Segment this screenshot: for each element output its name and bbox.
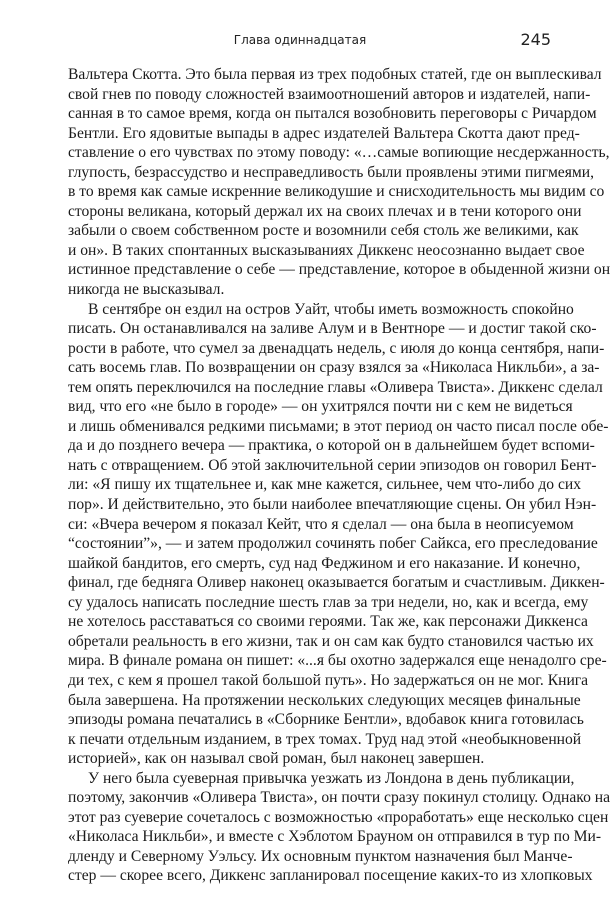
text-line: никогда не высказывал. (68, 281, 225, 299)
text-line: су удалось написать последние шесть глав за три недели, но, как и всегда, ему (68, 593, 589, 611)
text-line: поэтому, закончив «Оливера Твиста», он почти сразу покинул столицу. Однако на (68, 789, 610, 807)
text-line: дленду и Северному Уэльсу. Их основным пунктом назначения был Манче- (68, 847, 573, 865)
page-number: 245 (520, 30, 551, 49)
text-line: В сентябре он ездил на остров Уайт, чтобы иметь возможность спокойно (88, 300, 574, 318)
text-line: в то время как самые искренние великодушие и снисходительность мы видим со (68, 183, 605, 201)
text-line: историей», как он называл свой роман, был наконец завершен. (68, 750, 485, 768)
text-line: нать с отвращением. Об этой заключительной серии эпизодов он говорил Бент- (68, 456, 597, 474)
text-line: сать восемь глав. По возвращении он сразу взялся за «Николаса Никльби», а за- (68, 359, 600, 377)
text-line: была завершена. На протяжении нескольких следующих месяцев финальные (68, 691, 581, 709)
text-line: обретали реальность в его жизни, так и он сам как будто становился частью их (68, 632, 594, 650)
text-line: и он». В таких спонтанных высказываниях Диккенс неосознанно выдает свое (68, 241, 585, 259)
text-line: си: «Вчера вечером я показал Кейт, что я сделал — она была в неописуемом (68, 515, 574, 533)
text-line: к печати отдельным изданием, в трех томах. Труд над этой «необыкновенной (68, 730, 582, 748)
text-line: рости в работе, что сумел за двенадцать недель, с июля до конца сентября, напи- (68, 339, 605, 357)
text-line: вид, что его «не было в городе» — он ухитрялся почти ни с кем не видеться (68, 398, 573, 416)
text-line: санная в то самое время, когда он пытался возобновить переговоры с Ричардом (68, 105, 597, 123)
text-line: ставление о его чувствах по этому поводу: «…самые вопиющие несдержанность, (68, 144, 610, 162)
running-header-chapter-title: Глава одиннадцатая (233, 33, 367, 47)
text-line: стороны великана, который держал их на своих плечах и в тени которого они (68, 202, 582, 220)
paragraph (68, 300, 609, 769)
text-line: эпизоды романа печатались в «Сборнике Бентли», вдобавок книга готовилась (68, 711, 584, 729)
text-line: пор». И действительно, это были наиболее впечатляющие сцены. Он убил Нэн- (68, 496, 597, 514)
text-line: У него была суеверная привычка уезжать из Лондона в день публикации, (88, 769, 575, 787)
text-line: мира. В финале романа он пишет: «...я бы охотно задержался еще ненадолго сре- (68, 652, 607, 670)
text-line: “состоянии”», — и затем продолжил сочинять побег Сайкса, его преследование (68, 535, 598, 553)
text-line: забыли о своем собственном росте и возомнили себя столь же великими, как (68, 222, 579, 240)
page-body-text (68, 65, 610, 886)
paragraph (68, 65, 610, 300)
text-line: да и до позднего вечера — практика, о которой он в дальнейшем будет вспоми- (68, 437, 595, 455)
text-line: ли: «Я пишу их тщательнее и, как мне кажется, сильнее, чем что-либо до сих (68, 476, 582, 494)
text-line: свой гнев по поводу сложностей взаимоотношений авторов и издателей, напи- (68, 85, 591, 103)
text-line: шайкой бандитов, его смерть, суд над Феджином и его наказание. И конечно, (68, 554, 581, 572)
text-line: истинное представление о себе — представление, которое в обыденной жизни он (68, 261, 610, 279)
text-line: «Николаса Никльби», и вместе с Хэблотом Брауном он отправился в тур по Ми- (68, 828, 602, 846)
text-line: тем опять переключился на последние главы «Оливера Твиста». Диккенс сделал (68, 378, 603, 396)
text-line: этот раз суеверие сочеталось с возможностью «проработать» еще несколько сцен (68, 808, 609, 826)
text-line: глупость, безрассудство и несправедливость были проявлены этими пигмеями, (68, 163, 595, 181)
text-line: стер — скорее всего, Диккенс запланировал посещение каких-то из хлопковых (68, 867, 593, 885)
text-line: финал, где бедняга Оливер наконец оказывается богатым и счастливым. Диккен- (68, 574, 605, 592)
text-line: не хотелось расставаться со своими героями. Так же, как персонажи Диккенса (68, 613, 588, 631)
text-line: писать. Он останавливался на заливе Алум и в Вентноре — и достиг такой ско- (68, 320, 597, 338)
text-line: ди тех, с кем я прошел такой большой путь». Но задержаться он не мог. Книга (68, 671, 589, 689)
paragraph (68, 769, 610, 886)
text-line: Вальтера Скотта. Это была первая из трех подобных статей, где он выплескивал (68, 66, 602, 83)
text-line: и лишь обменивался редкими письмами; в этот период он часто писал после обе- (68, 417, 609, 435)
text-line: Бентли. Его ядовитые выпады в адрес издателей Вальтера Скотта дают пред- (68, 124, 580, 142)
